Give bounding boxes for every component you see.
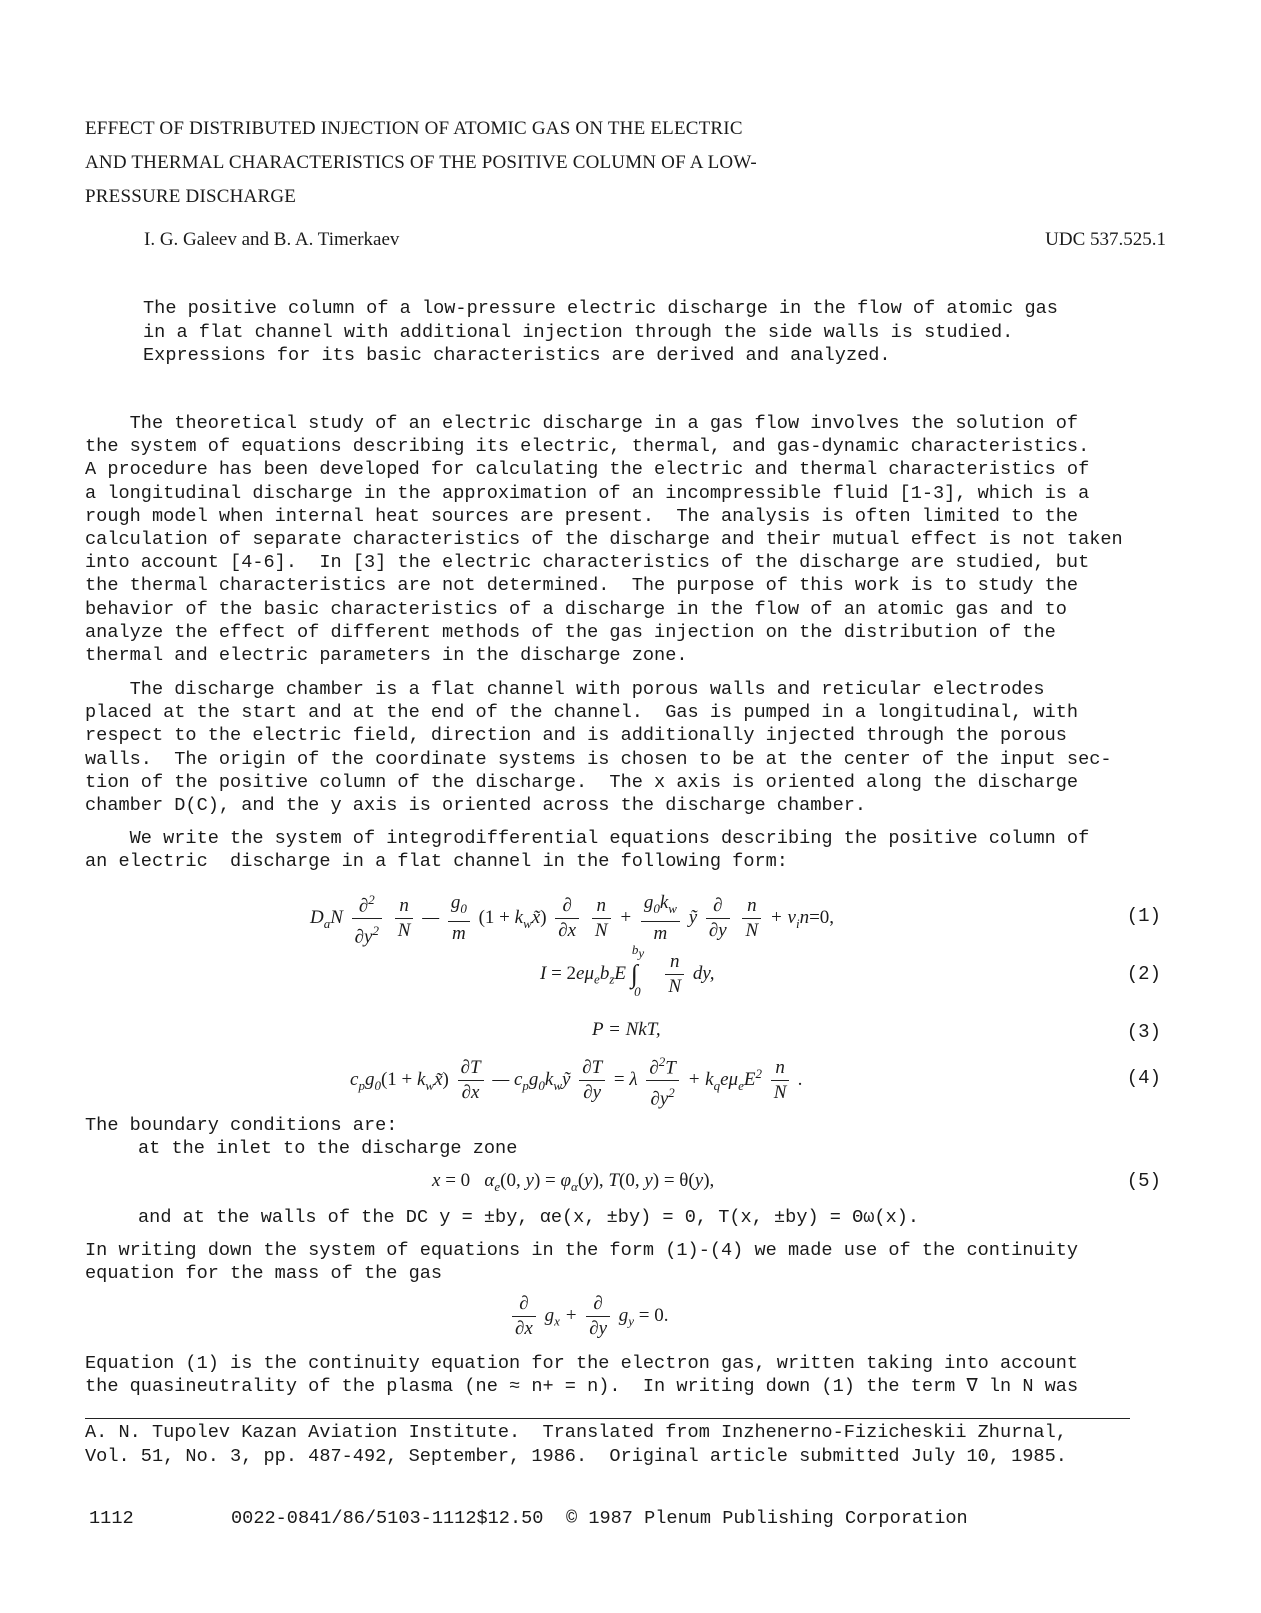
equation-number-1: (1) <box>1126 905 1161 927</box>
paragraph-system: We write the system of integrodifferential equations describing the positive column of an electric discharge in a flat channel in the following form: <box>85 828 1090 873</box>
paragraph-intro: The theoretical study of an electric discharge in a gas flow involves the solution of the system of equations describing its electric, thermal, and gas-dynamic characteristics. A procedure has been developed for calculating the electric and thermal characteristics of a longitudinal discharge in the approximation of an incompressible fluid [1-3], which is a rough model when internal heat sources are present. The analysis is often limited to the calculation of separate characteristics of the discharge and their mutual effect is not taken into account [4-6]. In [3] the electric characteristics of the discharge are studied, but the thermal characteristics are not determined. The purpose of this work is to study the behavior of the basic characteristics of a discharge in the flow of an atomic gas and to analyze the effect of different methods of the gas injection on the distribution of the thermal and electric parameters in the discharge zone. <box>85 413 1123 667</box>
boundary-walls: and at the walls of the DC y = ±by, αe(x, ±by) = 0, T(x, ±by) = Θω(x). <box>138 1207 920 1228</box>
paragraph-continuity: In writing down the system of equations in the form (1)-(4) we made use of the continuity equation for the mass of the gas <box>85 1240 1079 1285</box>
footnote: A. N. Tupolev Kazan Aviation Institute. Translated from Inzhenerno-Fizicheskii Zhurnal, Vol. 51, No. 3, pp. 487-492, September, 1986. Original article submitted July 10, 1985. <box>85 1422 1067 1467</box>
boundary-inlet: at the inlet to the discharge zone <box>138 1138 518 1159</box>
equation-number-5: (5) <box>1126 1170 1161 1192</box>
issn-code: 0022-0841/86/5103-1112$12.50 <box>231 1508 544 1529</box>
article-title <box>85 112 805 214</box>
equation-1: $D_aN$ $\frac{\partial^2}{\partial y^2}$ $\frac{n}{N}$ — $\frac{g_0}{m}$ $(1 + k_wx̃)$ $\frac{\partial}{\partial x}$ $\frac{n}{N}$ + $\frac{g_0k_w}{m}$ ỹ $\frac{\partial}{\partial y}$ $\frac{n}{N}$ + $\nu_in=0$, <box>310 888 834 950</box>
equation-4: $c_pg_0(1$ + $k_wx̃$) $\frac{\partial T}{\partial x}$ — $c_pg_0k_wỹ$ $\frac{\partial T}{\partial y}$ = λ $\frac{\partial^2T}{\partial y^2}$ + $k_qe\mu_eE^2$ $\frac{n}{N}$ . <box>350 1050 803 1112</box>
equation-continuity: $\frac{\partial}{\partial x}$ $g_x$ + $\frac{\partial}{\partial y}$ $g_y = 0$. <box>508 1292 669 1341</box>
equation-5: x = 0 $\alpha_e(0$, $y) = \varphi_\alpha(y)$, T(0, y) = θ(y), <box>432 1170 715 1194</box>
copyright: © 1987 Plenum Publishing Corporation <box>566 1508 968 1529</box>
paragraph-electron-gas: Equation (1) is the continuity equation for the electron gas, written taking into account the quasineutrality of the plasma (ne ≈ n+ = n). In writing down (1) the term ∇ ln N was <box>85 1353 1079 1398</box>
equation-number-3: (3) <box>1126 1021 1161 1043</box>
abstract: The positive column of a low-pressure electric discharge in the flow of atomic gas in a flat channel with additional injection through the side walls is studied. Expressions for its basic characteristics are derived and analyzed. <box>143 298 1058 366</box>
equation-2: $I = 2e\mu_eb_zE$ ∫$^{b_y}_0$ $\frac{n}{N}$ dy, <box>540 941 715 999</box>
title-line-2: AND THERMAL CHARACTERISTICS OF THE POSITIVE COLUMN OF A LOW- <box>85 152 757 173</box>
boundary-intro: The boundary conditions are: <box>85 1115 398 1136</box>
authors: I. G. Galeev and B. A. Timerkaev <box>144 229 400 250</box>
equation-number-4: (4) <box>1126 1067 1161 1089</box>
paragraph-chamber: The discharge chamber is a flat channel with porous walls and reticular electrodes placed at the start and at the end of the channel. Gas is pumped in a longitudinal, with respect to the electric field, direction and is additionally injected through the porous walls. The origin of the coordinate systems is chosen to be at the center of the input sec- tion of the positive column of the discharge. The x axis is oriented along the discharge chamber D(C), and the y axis is oriented across the discharge chamber. <box>85 679 1112 817</box>
footnote-divider <box>85 1418 1130 1419</box>
title-line-3: PRESSURE DISCHARGE <box>85 186 297 207</box>
title-line-1: EFFECT OF DISTRIBUTED INJECTION OF ATOMIC GAS ON THE ELECTRIC <box>85 118 743 139</box>
equation-number-2: (2) <box>1126 963 1161 985</box>
udc-code: UDC 537.525.1 <box>1045 229 1166 250</box>
page-number: 1112 <box>89 1508 134 1529</box>
equation-3: P = NkT, <box>592 1019 661 1040</box>
